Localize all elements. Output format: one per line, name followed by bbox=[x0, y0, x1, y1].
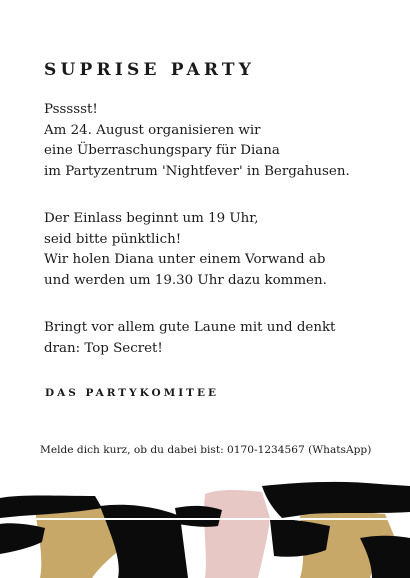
card-title: SUPRISE PARTY bbox=[44, 60, 256, 80]
paragraph-line: Wir holen Diana unter einem Vorwand ab bbox=[44, 252, 326, 267]
paragraph-closing bbox=[44, 318, 335, 359]
paragraph-line: Bringt vor allem gute Laune mit und denkt bbox=[44, 320, 336, 335]
signoff: DAS PARTYKOMITEE bbox=[45, 387, 219, 399]
paragraph-line: Pssssst! bbox=[44, 102, 98, 117]
paragraph-line: eine Überraschungspary für Diana bbox=[44, 143, 280, 158]
paragraph-line: dran: Top Secret! bbox=[44, 340, 163, 356]
paragraph-intro bbox=[44, 100, 350, 182]
black-brushstroke bbox=[262, 482, 410, 518]
paragraph-line: Am 24. August organisieren wir bbox=[44, 122, 261, 138]
contact-note: Melde dich kurz, ob du dabei bist: 0170-1234567 (WhatsApp) bbox=[40, 444, 372, 456]
paragraph-line: im Partyzentrum 'Nightfever' in Bergahusen. bbox=[44, 163, 350, 179]
black-brushstroke bbox=[175, 506, 222, 527]
paragraph-details bbox=[44, 209, 327, 291]
paragraph-line: seid bitte pünktlich! bbox=[44, 231, 182, 247]
paragraph-line: und werden um 19.30 Uhr dazu kommen. bbox=[44, 272, 327, 288]
white-line bbox=[0, 518, 410, 520]
brushstroke-art bbox=[0, 478, 410, 578]
black-brushstroke bbox=[270, 519, 330, 556]
pink-brushstroke bbox=[204, 490, 270, 578]
black-brushstroke bbox=[0, 523, 45, 554]
paragraph-line: Der Einlass beginnt um 19 Uhr, bbox=[44, 211, 259, 226]
